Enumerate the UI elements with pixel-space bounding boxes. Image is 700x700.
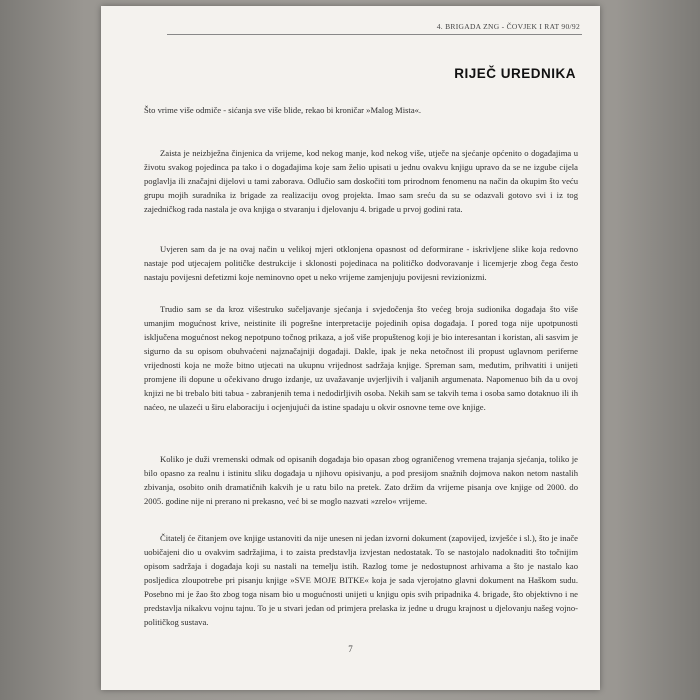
running-header: 4. BRIGADA ZNG - ČOVJEK I RAT 90/92	[436, 22, 580, 31]
book-page	[101, 6, 600, 690]
paragraph-intro: Što vrime više odmiče - sićanja sve više blide, rekao bi kroničar »Malog Mista«.	[144, 105, 422, 115]
paragraph-5: Čitatelj će čitanjem ove knjige ustanoviti da nije unesen ni jedan izvorni dokument (zapovijed, izvješće i sl.), što je inače uobičajeni dio u ovakvim sadržajima, i to zaista predstavlja izvjestan nedostatak. To se nastojalo nadoknaditi što točnijim opisom sadržaja i događaja koji su nastali na temelju istih. Razlog tome je nedostupnost arhivama a što je nastalo kao posljedica zloupotrebe pri pisanju knjige »SVE MOJE BITKE« koja je sada vjerojatno glavni dokument na Haškom sudu. Posebno mi je žao što zbog toga nisam bio u mogućnosti unijeti u knjigu opis svih pripadnika 4. brigade, što objektivno i ne predstavlja nikakvu vojnu tajnu. To je u stvari jedan od primjera prelaska iz jedne u drugu krajnost u djelovanju našeg vojno-političkog sustava.	[144, 533, 578, 627]
page-title: RIJEČ UREDNIKA	[454, 66, 576, 81]
page-number: 7	[348, 644, 353, 654]
paragraph-3: Trudio sam se da kroz višestruko sučeljavanje sjećanja i svjedočenja što većeg broja sudionika događaja što više umanjim mogućnost krive, neistinite ili pogrešne interpretacije pojedinih opisa događaja. I pored toga nije upotpunosti isključena mogućnost nekog nepotpuno točnog prikaza, a još više propuštenog koji je bio interesantan i koristan, ali sasvim je sigurno da su opisom obuhvaćeni najznačajniji događaji. Dakle, ipak je neka netočnost ili propust uglavnom periferne vrijednosti koja ne može bitno utjecati na ukupnu vrijednost sadržaja knjige. Spreman sam, međutim, prihvatiti i unijeti promjene ili dopune u očekivano drugo izdanje, uz uvažavanje uvjerljivih i valjanih argumenata. Napomenuo bih da u ovoj knjizi ne bi trebalo biti tabua - zabranjenih tema i nedodirljivih osoba. Nekih sam se takvih tema i osoba samo dotaknuo ili ih naćeo, ne ulazeći u širu elaboraciju i ocjenjujući da istine spadaju u okvir osnovne teme ove knjige.	[144, 304, 578, 412]
paragraph-2: Uvjeren sam da je na ovaj način u velikoj mjeri otklonjena opasnost od deformirane - iskrivljene slike koja redovno nastaje pod utjecajem političke destrukcije i sklonosti pojedinaca na političko dodvoravanje i licemjerje zbog čega često nastaju povijesni defetizmi koje neminovno opet u neko vrijeme zamjenjuju povijesni revizionizmi.	[144, 244, 578, 282]
paragraph-1: Zaista je neizbježna činjenica da vrijeme, kod nekog manje, kod nekog više, utječe na sjećanje općenito o događajima u životu svakog pojedinca pa tako i o događajima koje sam želio upisati u jednu ovakvu knjigu upravo da se ne izgube cijela poglavlja ili značajni dijelovi u tami zaborava. Odlučio sam doskočiti tom prirodnom fenomenu na način da okupim što veću grupu mojih suradnika iz brigade za realizaciju ovog projekta. Imao sam sreću da su se odazvali gotovo svi i iz tog zajedničkog rada nastala je ova knjiga o stvaranju i djelovanju 4. brigade u prvoj godini rata.	[144, 148, 578, 214]
paragraph-4: Koliko je duži vremenski odmak od opisanih događaja bio opasan zbog ograničenog vremena trajanja sjećanja, toliko je bilo opasno za realnu i istinitu sliku događaja u njihovu opisivanju, a pod presijom snažnih dojmova nakon netom nastalih zbivanja, osobito onih dramatičnih kakvih je u ratu bilo na pretek. Zato držim da vrijeme pisanja ove knjige od 2000. do 2005. godine nije ni prerano ni prekasno, već bi se moglo nazvati »zrelo« vrijeme.	[144, 454, 578, 506]
header-divider	[167, 34, 582, 35]
